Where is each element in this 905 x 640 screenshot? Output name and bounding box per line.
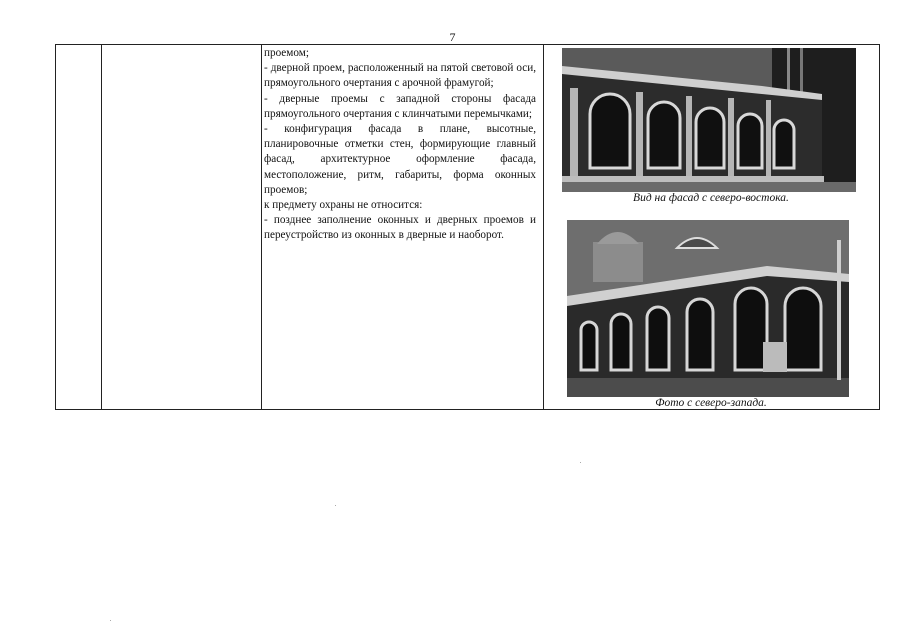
table-column-name bbox=[101, 45, 262, 409]
facade-photo-northeast bbox=[562, 48, 856, 192]
scan-speck bbox=[110, 620, 111, 621]
text-line: - позднее заполнение оконных и дверных проемов и переустройство из оконных в дверные и наоборот. bbox=[264, 214, 536, 242]
photo-caption-northeast: Вид на фасад с северо-востока. bbox=[633, 192, 789, 204]
text-line: - конфигурация фасада в плане, высотные, планировочные отметки стен, формирующие главный фасад, архитектурное оформление фасада, местоположение, ритм, габариты, форма оконных проемов; bbox=[264, 123, 536, 196]
text-line: - дверной проем, расположенный на пятой световой оси, прямоугольного очертания с арочной фрамугой; bbox=[264, 62, 536, 90]
photo-caption-northwest: Фото с северо-запада. bbox=[655, 397, 767, 409]
page-number: 7 bbox=[449, 30, 456, 44]
text-line: - дверные проемы с западной стороны фасада прямоугольного очертания с клинчатыми перемычками; bbox=[264, 92, 536, 120]
scan-speck bbox=[580, 462, 581, 463]
facade-photo-northwest bbox=[567, 220, 849, 397]
scan-speck bbox=[335, 505, 336, 506]
text-line: проемом; bbox=[264, 47, 309, 59]
text-line: к предмету охраны не относится: bbox=[264, 199, 423, 212]
table-column-number bbox=[56, 45, 102, 409]
protection-subject-table bbox=[55, 44, 880, 410]
protection-subject-text bbox=[264, 46, 536, 244]
